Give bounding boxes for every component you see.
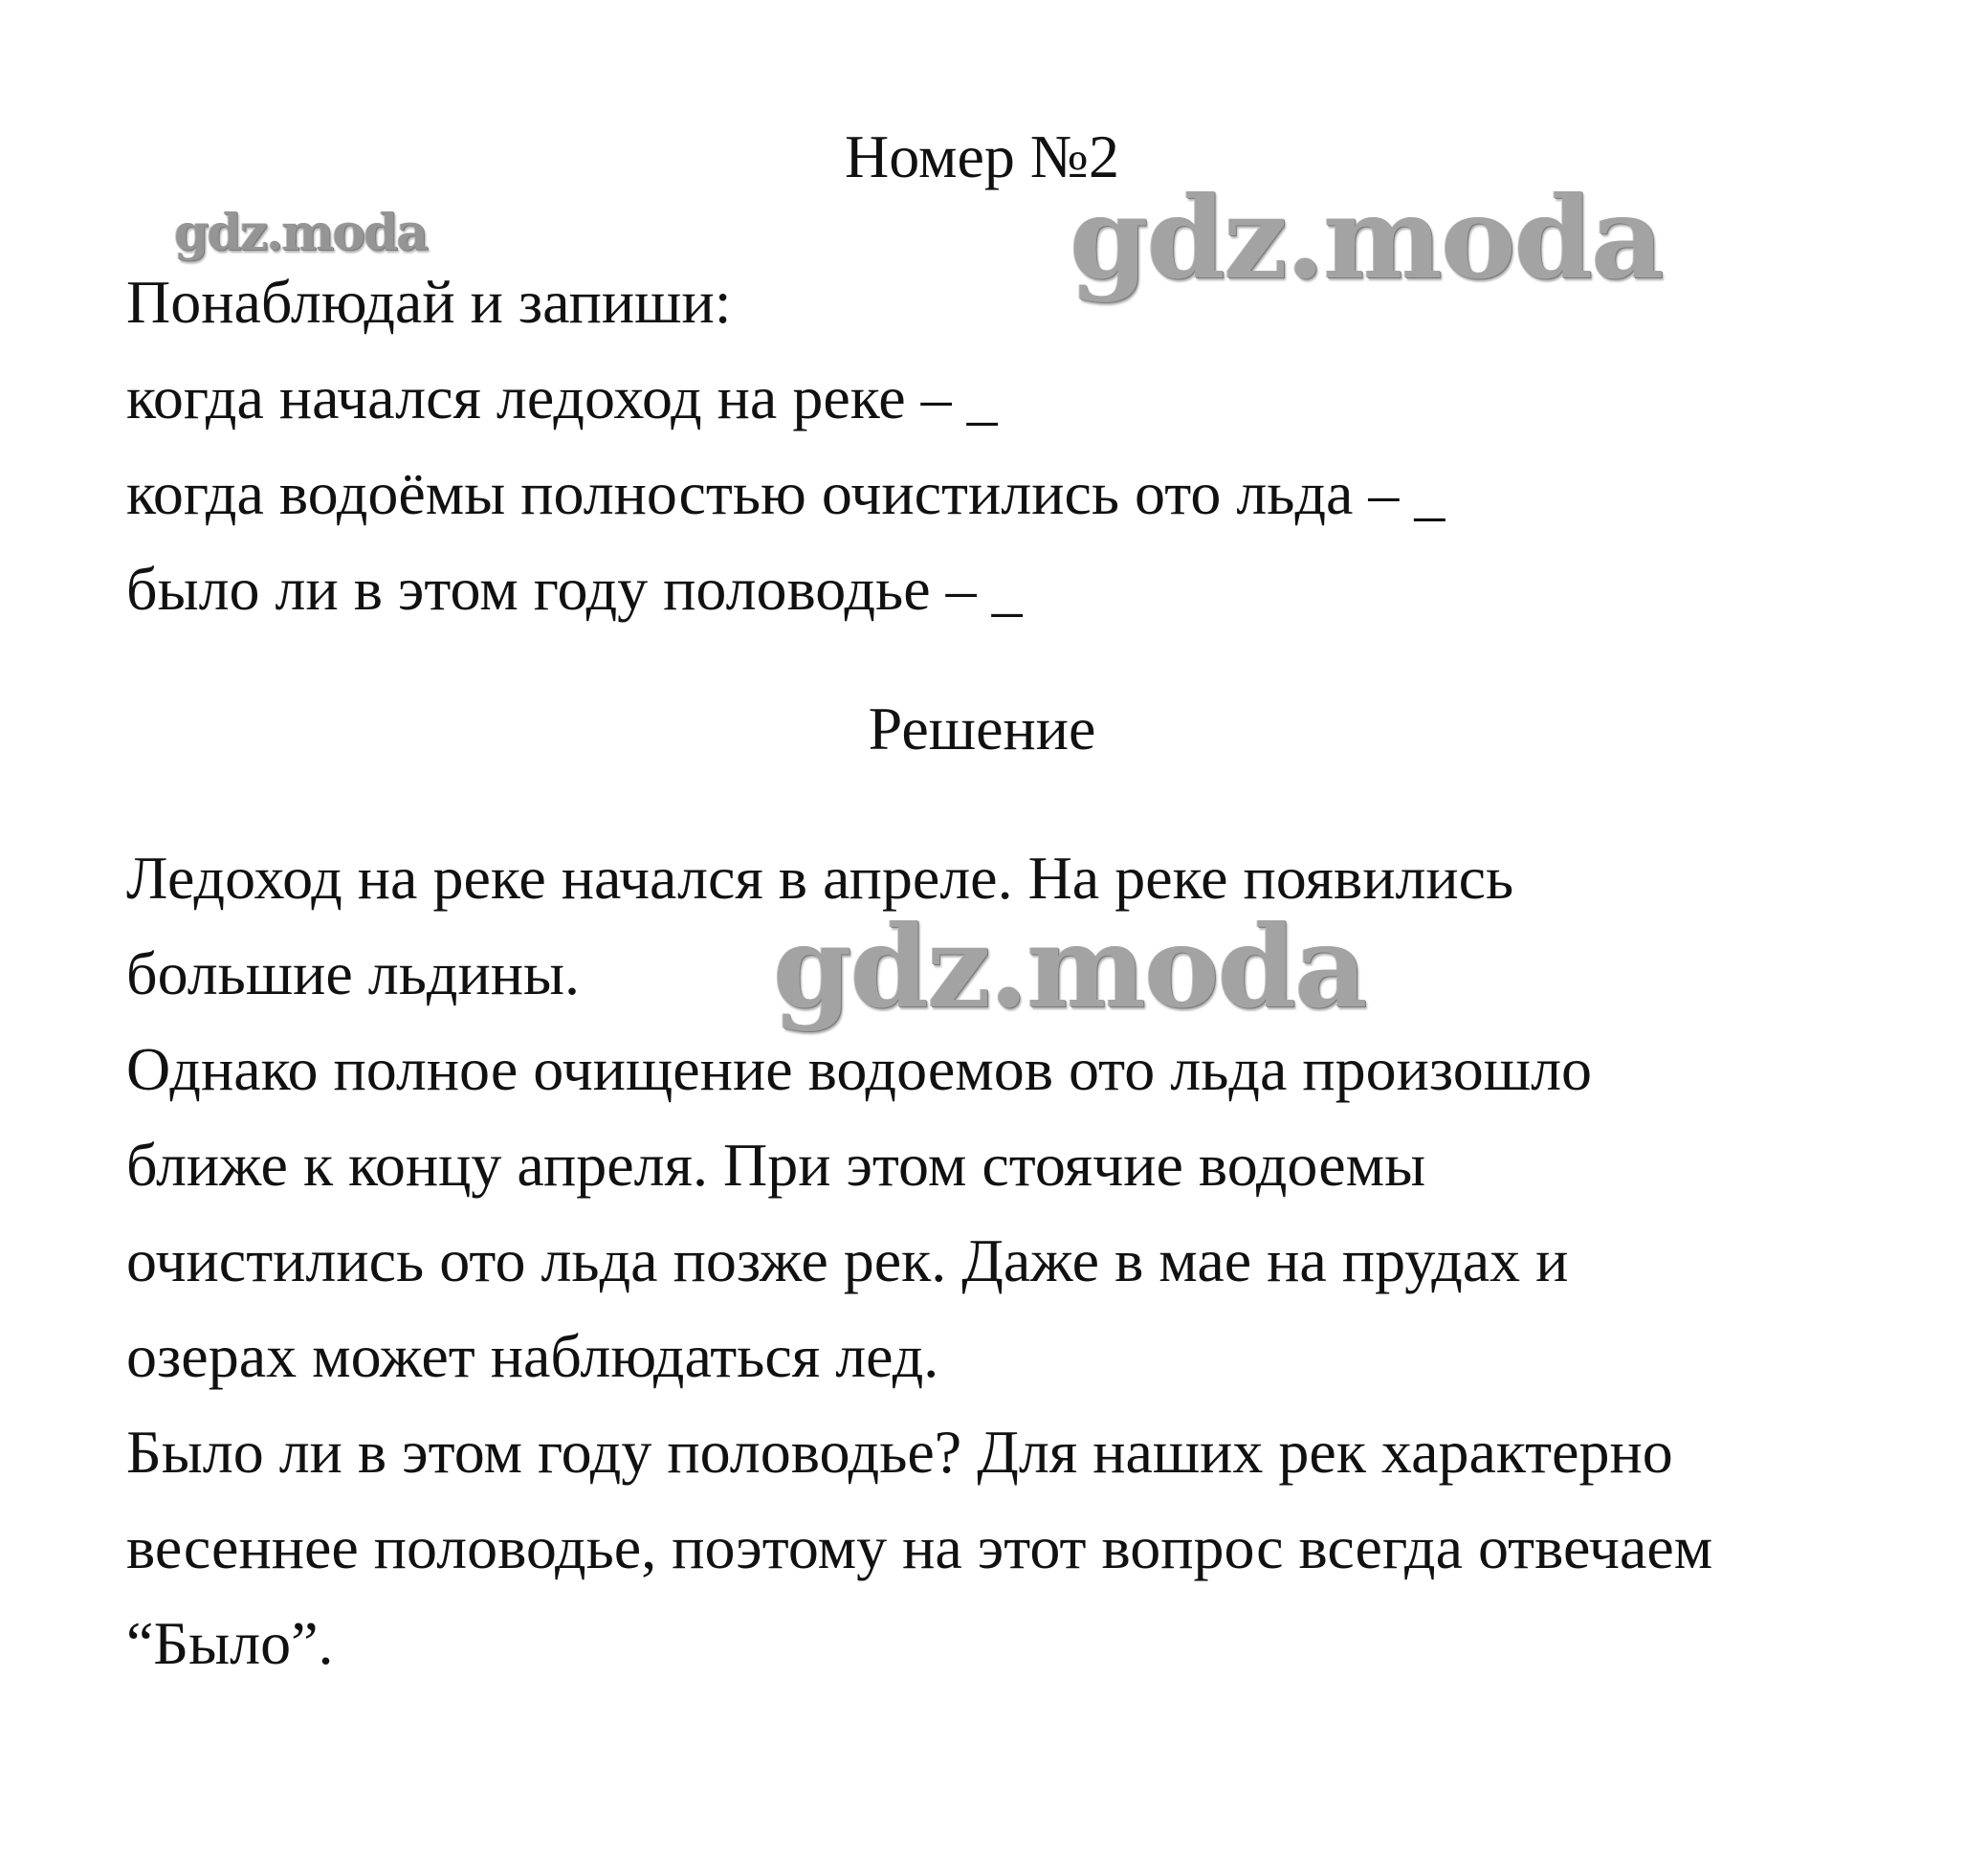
watermark-logo: gdz.moda — [773, 900, 1366, 1033]
solution-line: Однако полное очищение водоемов ото льда произошло — [126, 1035, 1592, 1103]
solution-line: весеннее половодье, поэтому на этот вопрос всегда отвечаем — [126, 1513, 1713, 1581]
solution-line: очистились ото льда позже рек. Даже в мае на прудах и — [126, 1226, 1569, 1294]
task-line: когда водоёмы полностью очистились ото льда – _ — [126, 459, 1445, 527]
solution-line: Ледоход на реке начался в апреле. На реке появились — [126, 844, 1514, 912]
task-line: было ли в этом году половодье – _ — [126, 555, 1023, 623]
solution-line: большие льдины. — [126, 939, 580, 1007]
solution-line: ближе к концу апреля. При этом стоячие водоемы — [126, 1131, 1426, 1199]
solution-line: “Было”. — [126, 1609, 334, 1677]
solution-heading: Решение — [868, 695, 1096, 762]
solution-line: озерах может наблюдаться лед. — [126, 1322, 939, 1390]
page-title: Номер №2 — [845, 122, 1119, 190]
watermark-logo: gdz.moda — [1070, 171, 1663, 304]
task-instruction: Понаблюдай и запиши: — [126, 268, 732, 336]
task-line: когда начался ледоход на реке – _ — [126, 364, 998, 431]
solution-line: Было ли в этом году половодье? Для наших рек характерно — [126, 1418, 1673, 1486]
watermark-logo: gdz.moda — [174, 204, 428, 262]
